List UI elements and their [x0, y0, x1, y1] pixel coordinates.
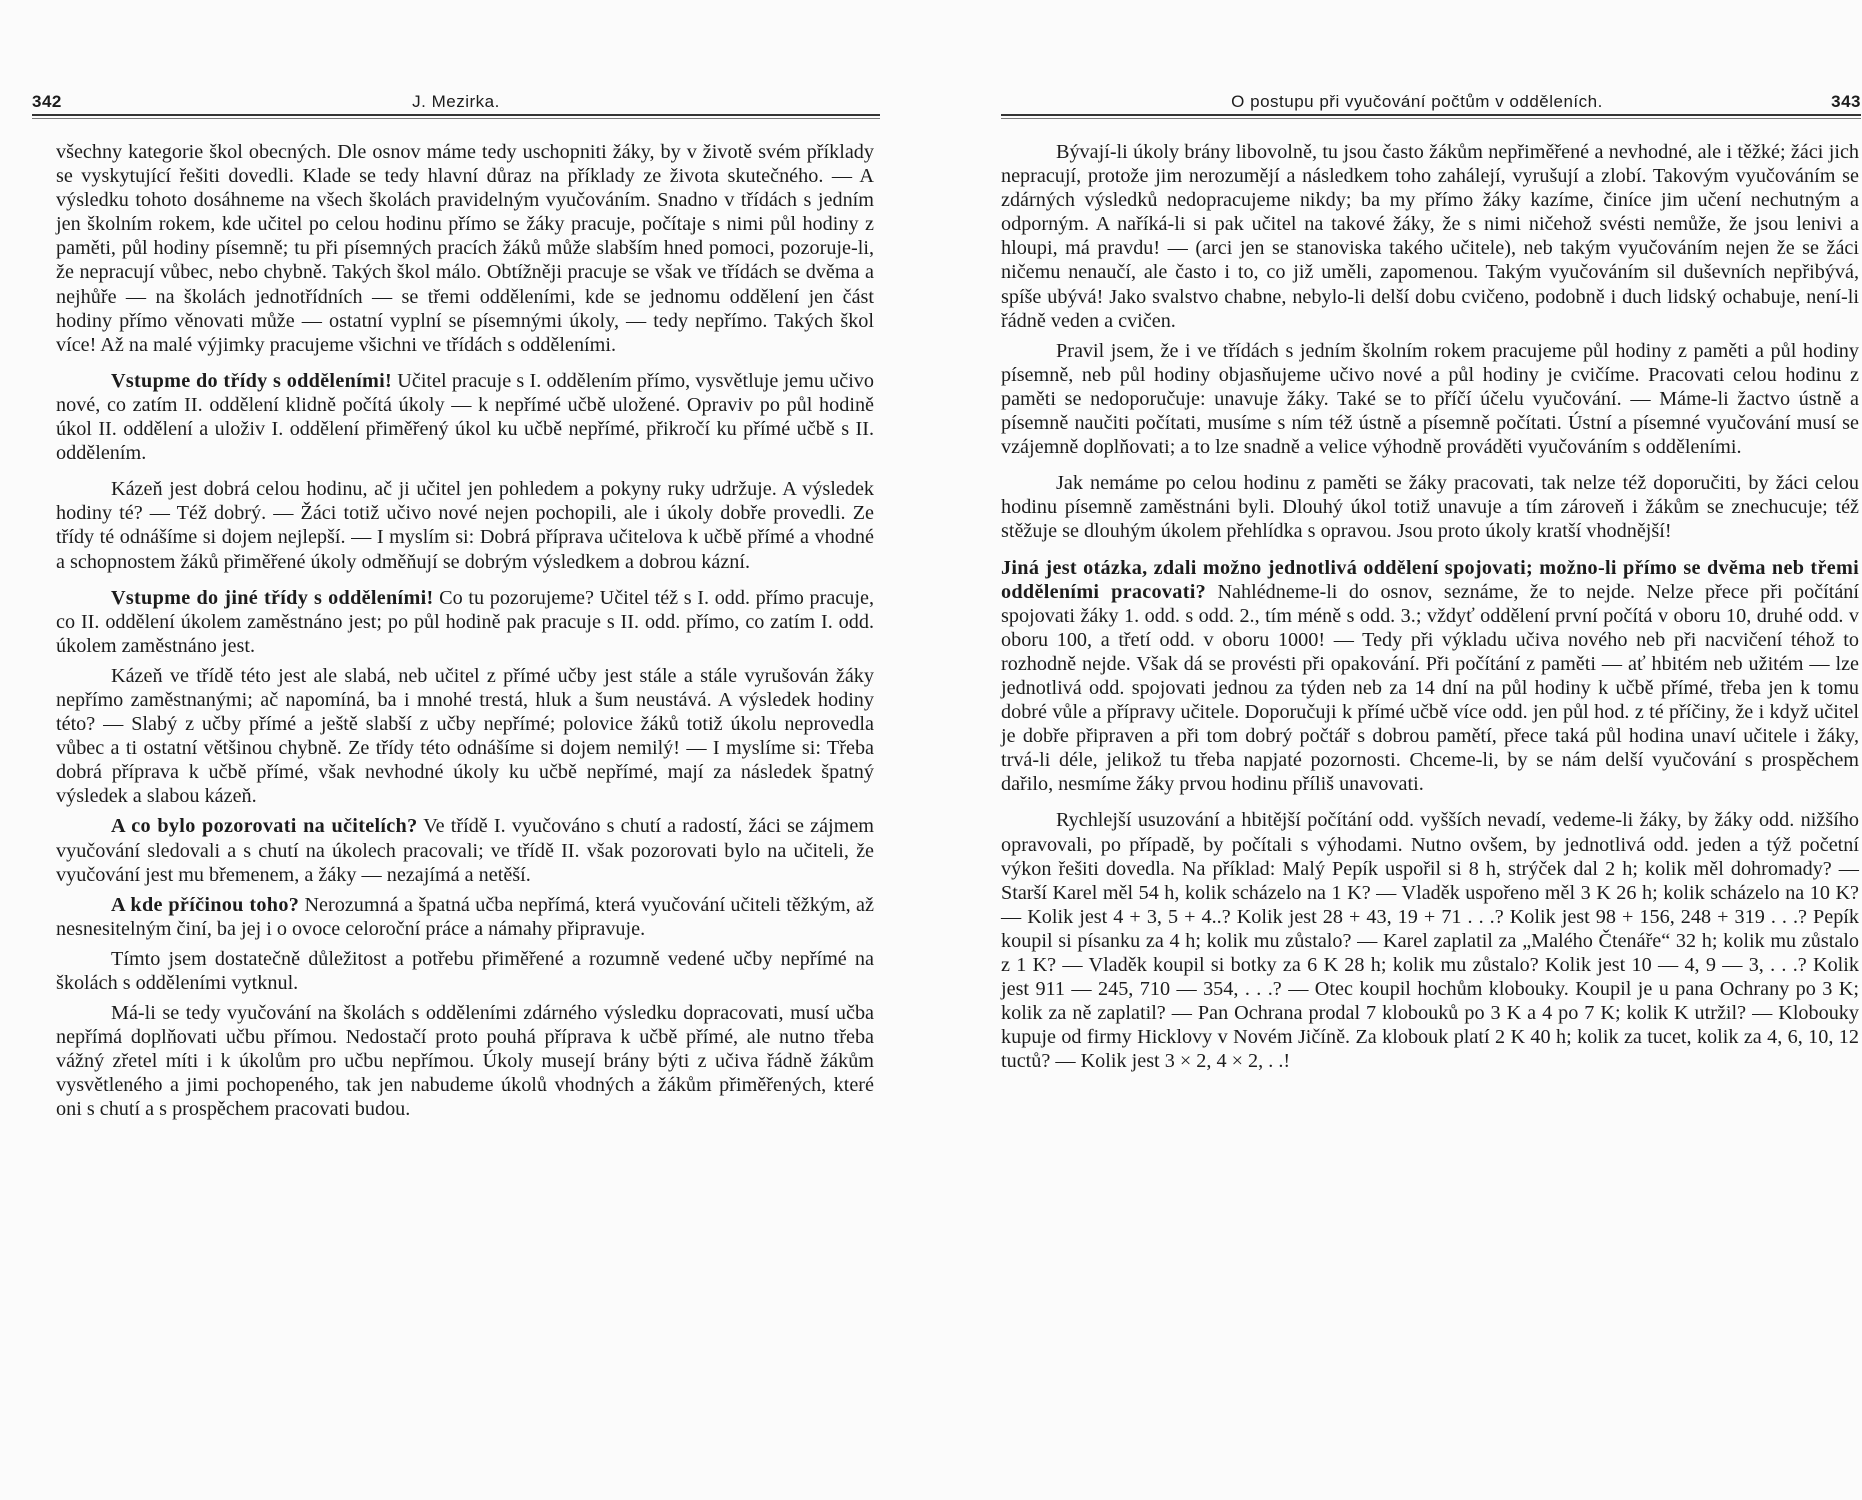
paragraph: Kázeň jest dobrá celou hodinu, ač ji učitel jen pohledem a pokyny ruky udržuje. A výsledek hodiny té? — Též dobrý. — Žáci totiž učivo nové nejen pochopili, ale i úkoly dobře provedli. Ze třídy té odnášíme si dojem nejlepší. — I myslím si: Dobrá příprava učitelova k učbě přímé a vhodné a schopnostem žáků přiměřené úkoly odměňují se dobrým výsledkem a dobrou kázní.: [56, 478, 874, 573]
right-page: [931, 0, 1862, 1500]
paragraph: všechny kategorie škol obecných. Dle osnov máme tedy uschopniti žáky, by v životě svém příklady se vyskytující řešiti dovedli. Klade se tedy hlavní důraz na příklady ze života skutečného. — A výsledku tohoto dosáhneme na všech školách pravidelným vyučováním. Snadno v třídách s jedním jen školním rokem, kde učitel po celou hodinu přímo se žáky pracuje, počítaje s nimi půl hodiny z paměti, půl hodiny písemně; tu při písemných pracích žáků může slabším hned pomoci, pozoruje-li, že nepracují vůbec, nebo chybně. Takých škol málo. Obtížněji pracuje se však ve třídách se dvěma a nejhůře — na školách jednotřídních — se třemi odděleními, kde se jednomu oddělení jen část hodiny přímo věnovati může — ostatní vyplní se písemnými úkoly, — tedy nepřímo. Takých škol více! Až na malé výjimky pracujeme všichni ve třídách s odděleními.: [56, 141, 874, 356]
paragraph: Jiná jest otázka, zdali možno jednotlivá oddělení spojovati; možno-li přímo se dvěma neb třemi odděleními pracovati? Nahlédneme-li do osnov, seznáme, že to nejde. Nelze přece při počítání spojovati žáky 1. odd. s odd. 2., tím méně s odd. 3.; vždyť oddělení první počítá v oboru 10, druhé odd. v oboru 100, a třetí odd. v oboru 1000! — Tedy při výkladu učiva nového neb při nacvičení téhož to rozhodně nejde. Však dá se provésti při opakování. Při počítání z paměti — ať hbitém neb užitém — lze jednotlivá odd. spojovati jednou za týden neb za 14 dní na půl hodiny k učbě přímé, třeba jen k tomu dobré vůle a přípravy učitele. Doporučuji k přímé učbě více odd. jen půl hod. z té příčiny, že i když učitel je dobře připraven a při tom dobrý počtář s dobrou pamětí, přece taká půl hodina unaví učitele i žáky, trvá-li déle, jelikož tu třeba napjaté pozornosti. Chceme-li, by se nám delší vyučování s prospěchem dařilo, nesmíme žáky prvou hodinu příliš unavovati.: [1001, 556, 1860, 796]
paragraph: Vstupme do jiné třídy s odděleními! Co tu pozorujeme? Učitel též s I. odd. přímo pracuje, co II. oddělení úkolem zaměstnáno jest; po půl hodině pak pracuje s II. odd. přímo, co zatím I. odd. úkolem zaměstnáno jest.: [56, 586, 874, 657]
left-page-number: 342: [32, 92, 62, 111]
left-header-rule: [32, 114, 880, 119]
right-running-head: O postupu při vyučování počtům v odděleních.: [1231, 92, 1603, 111]
paragraph: Bývají-li úkoly brány libovolně, tu jsou často žákům nepřiměřené a nevhodné, ale i těžké; žáci jich nepracují, protože jim nerozumějí a následkem toho zahálejí, vyrušují a zlobí. Takovým vyučováním se zdárných výsledků nedopracujeme nikdy; ba my přímo žáky kazíme, činíce jim učení nechutným a odporným. A naříká-li si pak učitel na takové žáky, že s nimi ničehož svésti nemůže, že jsou lenivi a hloupi, má pravdu! — (arci jen se stanoviska takého učitele), neb takým vyučováním nejen že se žáci ničemu nenaučí, ale často i to, co již uměli, zapomenou. Takým vyučováním sil duševních nepřibývá, spíše ubývá! Jako svalstvo chabne, nebylo-li delší dobu cvičeno, podobně i duch lidský ochabuje, není-li řádně veden a cvičen.: [1001, 141, 1859, 332]
paragraph: Vstupme do třídy s odděleními! Učitel pracuje s I. oddělením přímo, vysvětluje jemu učivo nové, co zatím II. oddělení klidně počítá úkoly — k nepřímé učbě uložené. Opraviv po půl hodině úkol II. oddělení a uloživ I. oddělení přiměřený úkol ku učbě nepřímé, přikročí ku přímé učbě s II. oddělením.: [56, 369, 874, 465]
paragraph: A kde příčinou toho? Nerozumná a špatná učba nepřímá, která vyučování učiteli těžkým, až nesnesitelným činí, ba jej i o ovoce celoroční práce a námahy připravuje.: [56, 893, 874, 940]
right-page-number: 343: [1831, 92, 1861, 111]
paragraph-lead: Jiná jest otázka, zdali možno jednotlivá oddělení spojovati; možno-li přímo se dvěma neb třemi odděleními pracovati?: [1001, 556, 1859, 603]
paragraph-lead: Vstupme do třídy s odděleními!: [111, 369, 393, 392]
paragraph-lead: A co bylo pozorovati na učitelích?: [111, 815, 418, 838]
paragraph: Pravil jsem, že i ve třídách s jedním školním rokem pracujeme půl hodiny z paměti a půl hodiny písemně, neb půl hodiny objasňujeme učivo nové a půl hodiny je cvičíme. Pracovati celou hodinu z paměti se nedoporučuje: unavuje žáky. Také se to příčí účelu vyučování. — Máme-li žactvo ústně a písemně naučiti počítati, musíme s ním též ústně a písemně počítati. Ústní a písemné vyučování musí se vzájemně doplňovati; a to lze snadně a velice výhodně prováděti vyučováním s odděleními.: [1001, 339, 1859, 459]
paragraph: A co bylo pozorovati na učitelích? Ve třídě I. vyučováno s chutí a radostí, žáci se zájmem vyučování sledovali a s chutí na úkolech pracovali; ve třídě II. však pozorovati bylo na učiteli, že vyučování jest mu břemenem, a žáky — nezajímá a netěší.: [56, 815, 875, 886]
right-body-text: [1001, 140, 1859, 1073]
paragraph-lead: A kde příčinou toho?: [111, 893, 300, 916]
paragraph-lead: Vstupme do jiné třídy s odděleními!: [111, 586, 434, 609]
paragraph: Jak nemáme po celou hodinu z paměti se žáky pracovati, tak nelze též doporučiti, by žáci celou hodinu písemně zaměstnáni byli. Dlouhý úkol totiž unavuje a tím zároveň i žákům se znechucuje; též stěžuje se dlouhým úkolem přehlídka s opravou. Jsou proto úkoly kratší vhodnější!: [1001, 472, 1859, 543]
left-body-text: [56, 140, 874, 1122]
paragraph: Má-li se tedy vyučování na školách s odděleními zdárného výsledku dopracovati, musí učba nepřímá doplňovati učbu přímou. Nedostačí proto pouhá příprava k učbě přímé, ale nutno třeba vážný zřetel míti i k úkolům pro učbu nepřímou. Úkoly musejí brány býti z učiva řádně žákům vysvětleného a jimi pochopeného, tak jen nabudeme úkolů vhodných a žákům přiměřených, které oni s chutí a s prospěchem pracovati budou.: [56, 1002, 874, 1121]
paragraph: Tímto jsem dostatečně důležitost a potřebu přiměřené a rozumně vedené učby nepřímé na školách s odděleními vytknul.: [56, 947, 874, 994]
paragraph: Rychlejší usuzování a hbitější počítání odd. vyšších nevadí, vedeme-li žáky, by žáky odd. nižšího opravovali, po případě, by počítali s výhodami. Nutno ovšem, by jednotlivá odd. jeden a týž početní výkon řešiti dovedla. Na příklad: Malý Pepík uspořil si 8 h, strýček dal 2 h; kolik měl dohromady? — Starší Karel měl 54 h, kolik scházelo na 1 K? — Vladěk uspořeno měl 3 K 26 h; kolik scházelo na 10 K? — Kolik jest 4 + 3, 5 + 4..? Kolik jest 28 + 43, 19 + 71 . . .? Kolik jest 98 + 156, 248 + 319 . . .? Pepík koupil si písanku za 4 h; kolik mu zůstalo? — Karel zaplatil za „Malého Čtenáře“ 32 h; kolik mu zůstalo z 1 K? — Vladěk koupil si botky za 6 K 28 h; kolik mu zůstalo? Kolik jest 10 — 4, 9 — 3, . . .? Kolik jest 911 — 245, 710 — 354, . . .? — Otec koupil hochům klobouky. Koupil je u pana Ochrany po 3 K; kolik za ně zaplatil? — Pan Ochrana prodal 7 klobouků po 3 K a 4 po 7 K; kolik K utržil? — Klobouky kupuje od firmy Hicklovy v Novém Jičíně. Za klobouk platí 2 K 40 h; kolik za tucet, kolik za 4, 6, 10, 12 tuctů? — Kolik jest 3 × 2, 4 × 2, . .!: [1001, 809, 1859, 1073]
paragraph: Kázeň ve třídě této jest ale slabá, neb učitel z přímé učby jest stále a stále vyrušován žáky nepřímo zaměstnanými; ač napomíná, ba i mnohé trestá, hluk a šum neustává. A výsledek hodiny této? — Slabý z učby přímé a ještě slabší z učby nepřímé; polovice žáků totiž úkolu neprovedla vůbec a ti ostatní většinou chybně. Ze třídy této odnášíme si dojem nemilý! — I myslíme si: Třeba dobrá příprava k učbě přímé, však nevhodné úkoly ku učbě nepřímé, mají za následek špatný výsledek a slabou kázeň.: [56, 664, 874, 808]
left-running-head: J. Mezirka.: [412, 92, 500, 111]
right-header-rule: [1001, 114, 1861, 119]
